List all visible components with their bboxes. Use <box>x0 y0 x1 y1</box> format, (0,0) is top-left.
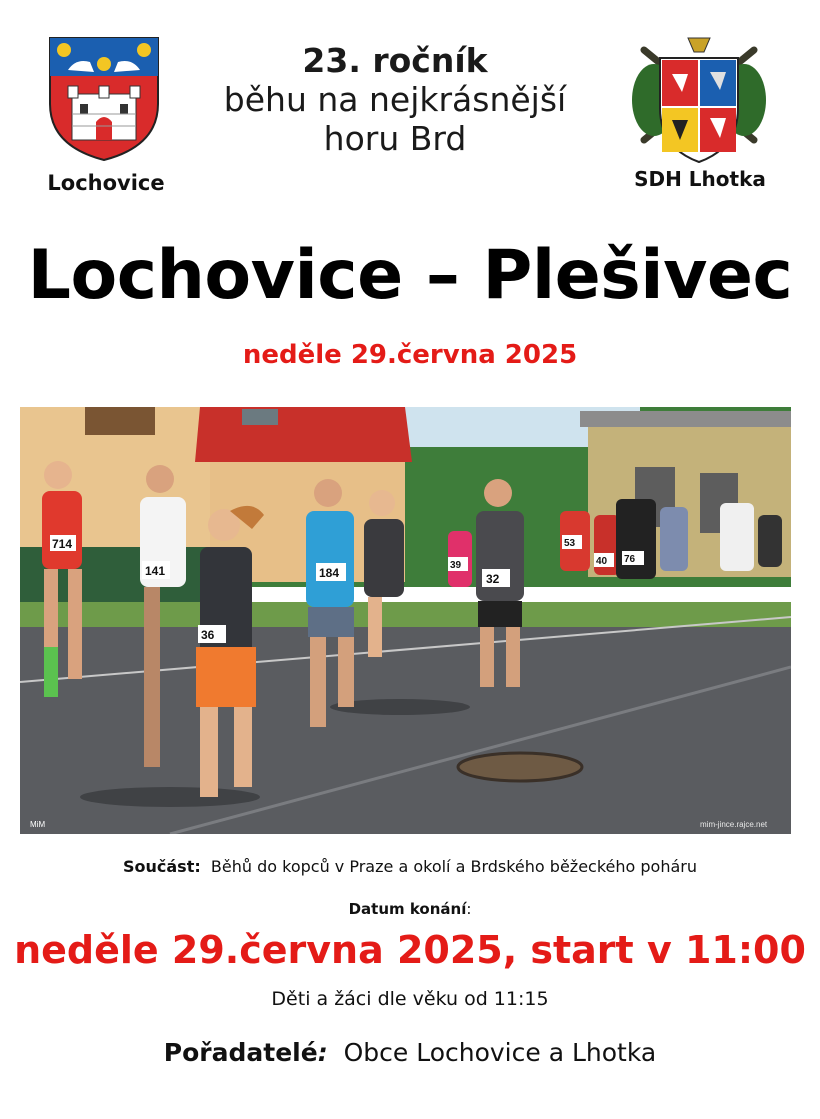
header-text <box>180 42 610 159</box>
bib-number: 40 <box>596 556 608 567</box>
bib-number: 36 <box>201 628 215 642</box>
edition-heading: 23. ročník <box>302 41 488 80</box>
sdh-firefighters-emblem-icon <box>624 30 774 170</box>
bib-number: 53 <box>564 538 576 549</box>
photo-credit-left: MiM <box>30 820 46 829</box>
organizers <box>0 1038 820 1067</box>
subtitle-line2: horu Brd <box>323 118 467 158</box>
datum-heading <box>0 900 820 918</box>
bib-number: 32 <box>486 572 500 586</box>
series-info <box>0 857 820 876</box>
event-date-top: neděle 29.června 2025 <box>242 340 578 370</box>
photo-credit-right: mim-jince.rajce.net <box>700 820 768 829</box>
event-date-start: neděle 29.června 2025, start v 11:00 <box>14 928 806 972</box>
lochovice-coat-of-arms-icon <box>46 34 162 162</box>
soucast-text: Běhů do kopců v Praze a okolí a Brdského běžeckého poháru <box>210 857 697 876</box>
kids-start-info: Děti a žáci dle věku od 11:15 <box>271 988 549 1010</box>
bib-number: 76 <box>624 554 636 565</box>
right-logo-caption: SDH Lhotka <box>634 167 766 191</box>
datum-colon: : <box>466 900 472 918</box>
bib-number: 184 <box>319 566 340 580</box>
bib-number: 141 <box>145 564 166 578</box>
org-text: Obce Lochovice a Lhotka <box>343 1038 657 1067</box>
bib-number: 714 <box>52 537 73 551</box>
org-label: Pořadatelé <box>163 1038 318 1067</box>
left-logo-caption: Lochovice <box>47 171 165 195</box>
org-colon: : <box>317 1038 328 1067</box>
subtitle-line1: běhu na nejkrásnější <box>223 79 567 119</box>
page-title: Lochovice – Plešivec <box>27 236 793 315</box>
datum-label: Datum konání <box>348 900 467 918</box>
bib-number: 39 <box>450 560 462 571</box>
soucast-label: Součást: <box>122 857 201 876</box>
race-photo <box>20 407 791 834</box>
